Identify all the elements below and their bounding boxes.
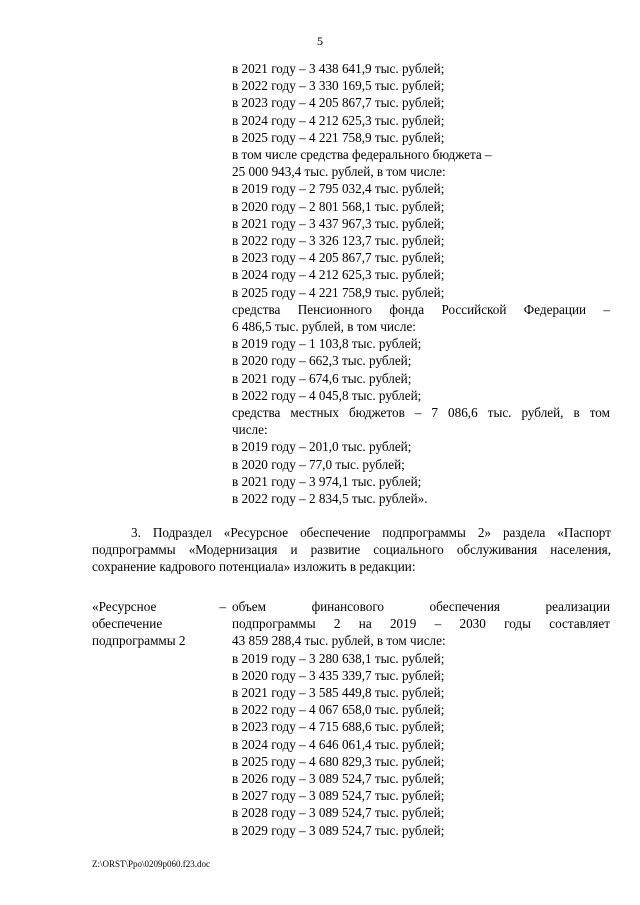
resource-line-2019: в 2019 году – 3 280 638,1 тыс. рублей; (232, 650, 445, 666)
resource-line-2028: в 2028 году – 3 089 524,7 тыс. рублей; (232, 805, 445, 821)
resource-value-cell (232, 598, 610, 839)
local-budget-heading-cont: числе: (232, 422, 268, 438)
funding-line-2022: в 2022 году – 3 330 169,5 тыс. рублей; (232, 78, 445, 94)
resource-label-dash: – (219, 599, 226, 614)
funding-line-2021: в 2021 году – 3 438 641,9 тыс. рублей; (232, 61, 445, 76)
page-number: 5 (317, 34, 323, 48)
local-line-2021: в 2021 году – 3 974,1 тыс. рублей; (232, 473, 422, 489)
resource-line-2026: в 2026 году – 3 089 524,7 тыс. рублей; (232, 771, 445, 787)
pension-fund-total: 6 486,5 тыс. рублей, в том числе: (232, 319, 416, 335)
resource-label-cell (92, 598, 226, 650)
funding-continuation-block (232, 60, 610, 507)
resource-label-line-1 (92, 598, 226, 615)
pension-line-2021: в 2021 году – 674,6 тыс. рублей; (232, 370, 412, 386)
pension-line-2020: в 2020 году – 662,3 тыс. рублей; (232, 353, 412, 369)
section-3-paragraph (92, 524, 611, 576)
federal-budget-total: 25 000 943,4 тыс. рублей, в том числе: (232, 164, 446, 180)
federal-line-2020: в 2020 году – 2 801 568,1 тыс. рублей; (232, 198, 445, 214)
pension-line-2019: в 2019 году – 1 103,8 тыс. рублей; (232, 336, 422, 352)
federal-budget-heading: в том числе средства федерального бюджета – (232, 147, 492, 163)
resource-value-intro-2: подпрограммы 2 на 2019 – 2030 годы составляет (232, 616, 610, 632)
file-path-footer: Z:\ORST\Ppo\0209p060.f23.doc (92, 859, 211, 869)
local-line-2022: в 2022 году – 2 834,5 тыс. рублей». (232, 491, 428, 507)
resource-line-2029: в 2029 году – 3 089 524,7 тыс. рублей; (232, 822, 445, 838)
resource-value-intro-1: объем финансового обеспечения реализации (232, 599, 610, 614)
funding-line-2024: в 2024 году – 4 212 625,3 тыс. рублей; (232, 112, 445, 128)
resource-label-word: «Ресурсное (92, 599, 157, 614)
resource-line-2020: в 2020 году – 3 435 339,7 тыс. рублей; (232, 667, 445, 683)
funding-line-2023: в 2023 году – 4 205 867,7 тыс. рублей; (232, 95, 445, 111)
resource-value-total: 43 859 288,4 тыс. рублей, в том числе: (232, 633, 446, 649)
section-3-line-2: подпрограммы «Модернизация и развитие социального обслуживания населения, (92, 542, 611, 558)
pension-fund-heading: средства Пенсионного фонда Российской Федерации – (232, 301, 610, 317)
federal-line-2023: в 2023 году – 4 205 867,7 тыс. рублей; (232, 250, 445, 266)
local-line-2019: в 2019 году – 201,0 тыс. рублей; (232, 439, 412, 455)
resource-line-2024: в 2024 году – 4 646 061,4 тыс. рублей; (232, 736, 445, 752)
section-3-line-3: сохранение кадрового потенциала» изложить в редакции: (92, 559, 416, 575)
section-3-line-1: 3. Подраздел «Ресурсное обеспечение подпрограммы 2» раздела «Паспорт (131, 525, 611, 540)
federal-line-2025: в 2025 году – 4 221 758,9 тыс. рублей; (232, 284, 445, 300)
federal-line-2019: в 2019 году – 2 795 032,4 тыс. рублей; (232, 181, 445, 197)
local-budget-heading: средства местных бюджетов – 7 086,6 тыс. рублей, в том (232, 405, 610, 421)
resource-label-line-3: подпрограммы 2 (92, 633, 186, 649)
resource-line-2025: в 2025 году – 4 680 829,3 тыс. рублей; (232, 753, 445, 769)
federal-line-2024: в 2024 году – 4 212 625,3 тыс. рублей; (232, 267, 445, 283)
pension-line-2022: в 2022 году – 4 045,8 тыс. рублей; (232, 387, 422, 403)
federal-line-2022: в 2022 году – 3 326 123,7 тыс. рублей; (232, 233, 445, 249)
resource-line-2022: в 2022 году – 4 067 658,0 тыс. рублей; (232, 702, 445, 718)
funding-line-2025: в 2025 году – 4 221 758,9 тыс. рублей; (232, 129, 445, 145)
local-line-2020: в 2020 году – 77,0 тыс. рублей; (232, 456, 405, 472)
resource-line-2027: в 2027 году – 3 089 524,7 тыс. рублей; (232, 788, 445, 804)
resource-line-2021: в 2021 году – 3 585 449,8 тыс. рублей; (232, 685, 445, 701)
resource-line-2023: в 2023 году – 4 715 688,6 тыс. рублей; (232, 719, 445, 735)
federal-line-2021: в 2021 году – 3 437 967,3 тыс. рублей; (232, 215, 445, 231)
resource-label-line-2: обеспечение (92, 616, 163, 632)
